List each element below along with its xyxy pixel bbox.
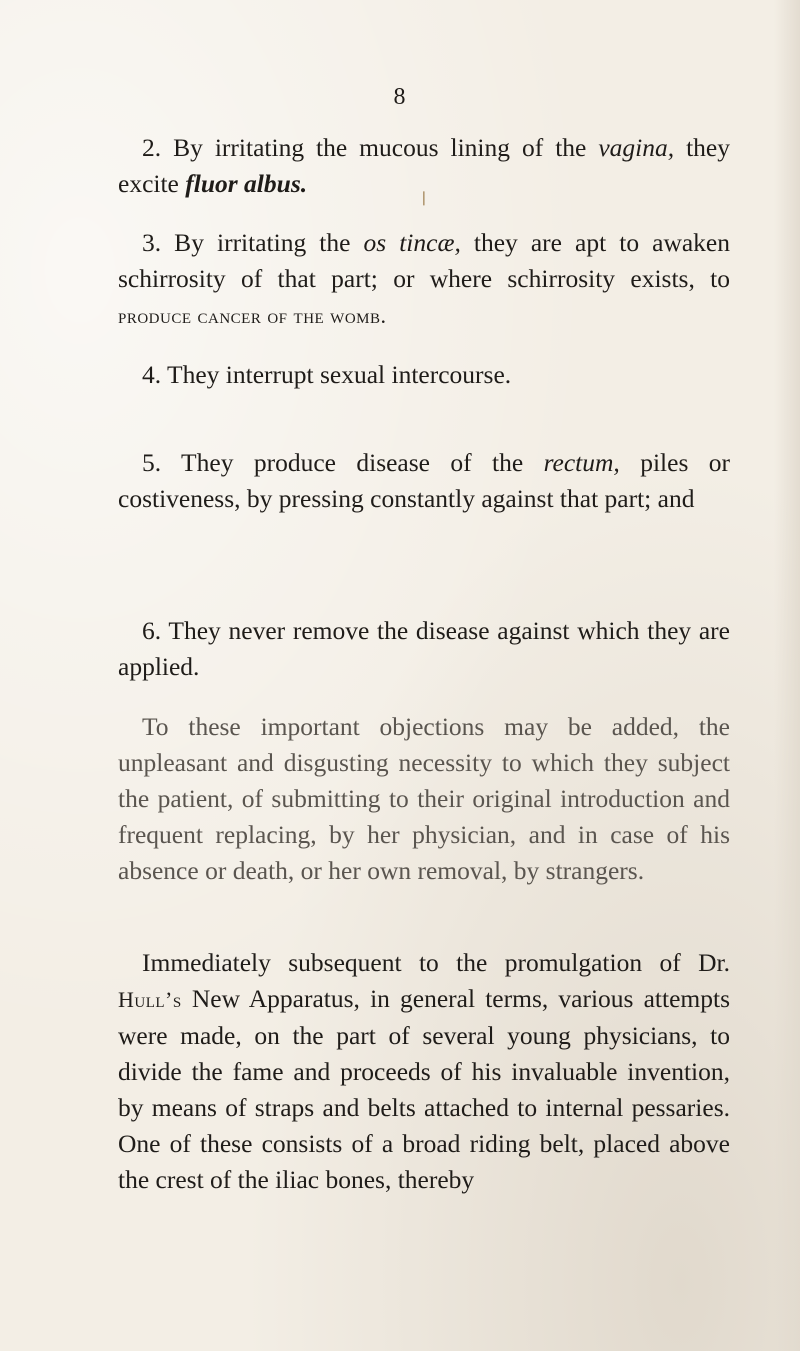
page-edge-shadow: [774, 0, 800, 1351]
paragraph-8: [118, 945, 730, 1198]
text-run: they are apt to awaken schirrosity of that part; or where schirrosity exists, to: [118, 228, 731, 293]
text-run: produce cancer of the womb.: [118, 303, 387, 328]
ink-speck: ❘: [418, 191, 430, 206]
paragraph-6: [118, 613, 730, 685]
text-run: they excite: [118, 133, 730, 198]
text-run: fluor albus.: [185, 169, 308, 198]
paragraph-3: [118, 225, 730, 334]
paragraph-5: [118, 445, 730, 517]
text-run: Immediately subsequent to the promulgation of Dr.: [142, 948, 730, 977]
text-run: 4. They interrupt sexual intercourse.: [142, 360, 512, 389]
paragraph-7: [118, 709, 730, 889]
text-run: 3. By irritating the: [142, 228, 364, 257]
text-run: To these important objections may be added, the unpleasant and disgusting necessity to which they subject the patient, of submitting to their original introduction and frequent replacing, by her physician, and in case of his absence or death, or her own removal, by strangers.: [118, 712, 730, 885]
text-run: Hull’s: [118, 987, 182, 1012]
text-run: New Apparatus, in general terms, various attempts were made, on the part of several young physicians, to divide the fame and proceeds of his invaluable invention, by means of straps and belts attached to internal pessaries. One of these consists of a broad riding belt, placed above the crest of the iliac bones, thereby: [118, 984, 730, 1194]
text-run: rectum,: [543, 448, 620, 477]
paragraph-4: [118, 357, 730, 393]
text-run: 5. They produce disease of the: [142, 448, 544, 477]
page-number: 8: [393, 84, 407, 110]
text-run: 6. They never remove the disease against which they are applied.: [118, 616, 730, 681]
text-run: 2. By irritating the mucous lining of the: [142, 133, 599, 162]
text-run: piles or costiveness, by pressing constantly against that part; and: [118, 448, 730, 513]
text-run: os tincæ,: [363, 228, 461, 257]
text-run: vagina,: [598, 133, 675, 162]
